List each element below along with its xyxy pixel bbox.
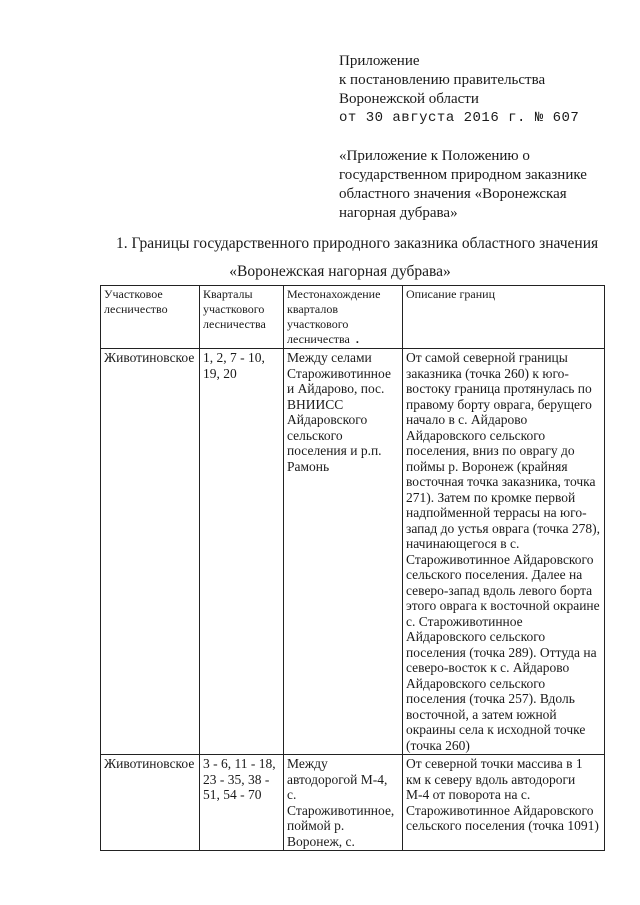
resolution-header	[339, 52, 579, 128]
cell-forestry: Животиновское	[101, 349, 200, 755]
cell-location: Между селами Староживотинное и Айдарово, пос. ВНИИСС Айдаровского сельского поселения и р.п. Рамонь	[284, 349, 403, 755]
cell-location: Между автодорогой М-4, с. Староживотинное, поймой р. Воронеж, с.	[284, 755, 403, 851]
header-forestry: Участковое лесничество	[101, 286, 200, 349]
header-date-number: от 30 августа 2016 г. № 607	[339, 110, 580, 126]
cell-quarters: 1, 2, 7 - 10, 19, 20	[200, 349, 284, 755]
annex-line-3: областного значения «Воронежская	[339, 186, 567, 202]
annex-title	[339, 147, 587, 223]
boundaries-table	[100, 285, 605, 851]
annex-line-1: «Приложение к Положению о	[339, 148, 530, 164]
header-line-2: к постановлению правительства	[339, 72, 546, 88]
header-location-label: Местонахождение кварталов участкового лесничества	[287, 287, 381, 346]
cell-forestry: Животиновское	[101, 755, 200, 851]
cell-description: От самой северной границы заказника (точка 260) к юго-востоку граница протянулась по правому борту оврага, берущего начало в с. Айдарово Айдаровского сельского поселения, вниз по оврагу до поймы р. Воронеж (крайняя восточная точка заказника, точка 271). Затем по кромке первой надпойменной террасы на юго-запад до устья оврага (точка 278), начинающегося в с. Староживотинное Айдаровского сельского поселения. Далее на северо-запад вдоль левого борта этого оврага к восточной окраине с. Староживотинное Айдаровского сельского поселения (точка 289). Оттуда на северо-восток к с. Айдарово Айдаровского сельского поселения (точка 257). Вдоль восточной, а затем южной окраины села к исходной точке (точка 260)	[403, 349, 605, 755]
cell-description: От северной точки массива в 1 км к северу вдоль автодороги М-4 от поворота на с. Староживотинное Айдаровского сельского поселения (точка 1091)	[403, 755, 605, 851]
table-row	[101, 755, 605, 851]
section-heading: 1. Границы государственного природного заказника областного значения	[116, 235, 599, 252]
header-line-3: Воронежской области	[339, 91, 479, 107]
header-quarters: Кварталы участкового лесничества	[200, 286, 284, 349]
cell-quarters: 3 - 6, 11 - 18, 23 - 35, 38 - 51, 54 - 70	[200, 755, 284, 851]
header-description: Описание границ	[403, 286, 605, 349]
annex-line-2: государственном природном заказнике	[339, 167, 587, 183]
header-line-1: Приложение	[339, 53, 420, 69]
annex-line-4: нагорная дубрава»	[339, 205, 458, 221]
table-header-row	[101, 286, 605, 349]
header-location	[284, 286, 403, 349]
section-subheading: «Воронежская нагорная дубрава»	[229, 263, 451, 280]
table-row	[101, 349, 605, 755]
stray-dot: .	[355, 332, 359, 346]
